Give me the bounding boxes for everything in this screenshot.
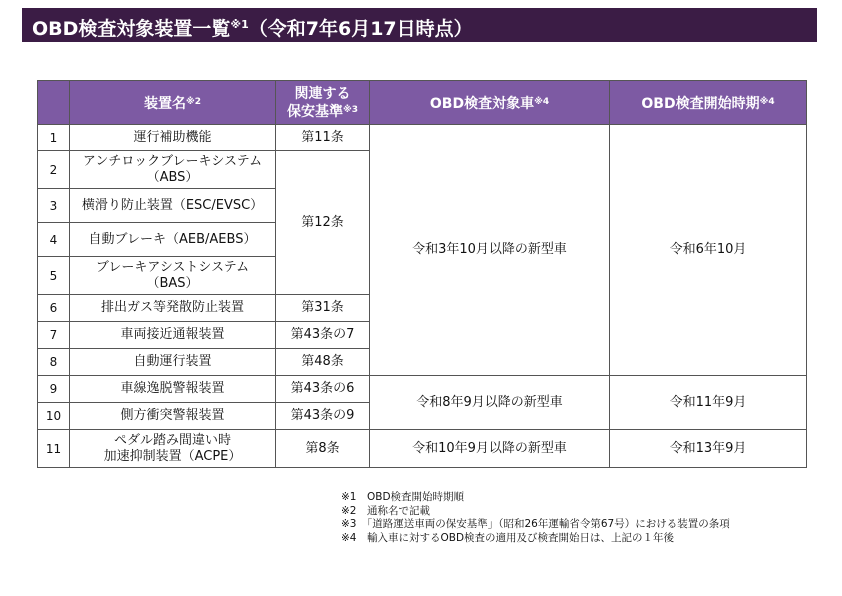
title-note-mark: ※1 bbox=[230, 18, 249, 31]
table-row bbox=[38, 430, 807, 468]
row-number: 6 bbox=[38, 295, 70, 322]
device-name: 車線逸脱警報装置 bbox=[70, 376, 276, 403]
rule-cell: 第48条 bbox=[276, 349, 370, 376]
rule-cell: 第11条 bbox=[276, 125, 370, 151]
footnotes bbox=[341, 491, 730, 545]
rule-cell: 第43条の6 bbox=[276, 376, 370, 403]
device-name: ブレーキアシストシステム （BAS） bbox=[70, 257, 276, 295]
row-number: 11 bbox=[38, 430, 70, 468]
row-number: 9 bbox=[38, 376, 70, 403]
table-header-row bbox=[38, 81, 807, 125]
header-target: OBD検査対象車$^{※4}$ bbox=[370, 81, 610, 125]
footnote: ※2 通称名で記載 bbox=[341, 504, 430, 517]
target-cell-group2: 令和8年9月以降の新型車 bbox=[370, 376, 610, 430]
row-number: 2 bbox=[38, 151, 70, 189]
device-name: 運行補助機能 bbox=[70, 125, 276, 151]
page-title bbox=[22, 8, 817, 42]
row-number: 3 bbox=[38, 189, 70, 223]
device-name: 車両接近通報装置 bbox=[70, 322, 276, 349]
header-target-note-mark: ※4 bbox=[534, 96, 550, 107]
row-number: 4 bbox=[38, 223, 70, 257]
device-name: 自動ブレーキ（AEB/AEBS） bbox=[70, 223, 276, 257]
header-device-note-mark: ※2 bbox=[185, 96, 201, 107]
rule-cell: 第31条 bbox=[276, 295, 370, 322]
device-name: アンチロックブレーキシステム （ABS） bbox=[70, 151, 276, 189]
device-name: 側方衝突警報装置 bbox=[70, 403, 276, 430]
rule-cell: 第43条の7 bbox=[276, 322, 370, 349]
row-number: 1 bbox=[38, 125, 70, 151]
rule-cell: 第12条 bbox=[276, 151, 370, 295]
device-name: 横滑り防止装置（ESC/EVSC） bbox=[70, 189, 276, 223]
header-no bbox=[38, 81, 70, 125]
header-device: 装置名$^{※2}$ bbox=[70, 81, 276, 125]
row-number: 10 bbox=[38, 403, 70, 430]
header-rule: 関連する 保安基準$^{※3}$ bbox=[276, 81, 370, 125]
row-number: 8 bbox=[38, 349, 70, 376]
device-name: ペダル踏み間違い時 加速抑制装置（ACPE） bbox=[70, 430, 276, 468]
start-cell-group2: 令和11年9月 bbox=[610, 376, 807, 430]
footnote: ※3 「道路運送車両の保安基準」（昭和26年運輸省令第67号）における装置の条項 bbox=[341, 518, 730, 531]
start-cell-group3: 令和13年9月 bbox=[610, 430, 807, 468]
obd-device-table bbox=[37, 80, 807, 468]
row-number: 5 bbox=[38, 257, 70, 295]
start-cell-group1: 令和6年10月 bbox=[610, 125, 807, 376]
title-main: OBD検査対象装置一覧 bbox=[32, 18, 231, 40]
rule-cell: 第43条の9 bbox=[276, 403, 370, 430]
table-row bbox=[38, 125, 807, 151]
rule-cell: 第8条 bbox=[276, 430, 370, 468]
device-name: 自動運行装置 bbox=[70, 349, 276, 376]
device-name: 排出ガス等発散防止装置 bbox=[70, 295, 276, 322]
target-cell-group3: 令和10年9月以降の新型車 bbox=[370, 430, 610, 468]
table-row bbox=[38, 376, 807, 403]
row-number: 7 bbox=[38, 322, 70, 349]
header-start-note-mark: ※4 bbox=[759, 96, 775, 107]
footnote: ※4 輸入車に対するOBD検査の適用及び検査開始日は、上記の１年後 bbox=[341, 531, 675, 544]
header-start: OBD検査開始時期$^{※4}$ bbox=[610, 81, 807, 125]
title-date: （令和7年6月17日時点） bbox=[248, 18, 473, 40]
footnote: ※1 OBD検査開始時期順 bbox=[341, 491, 465, 503]
header-rule-note-mark: ※3 bbox=[342, 104, 358, 115]
target-cell-group1: 令和3年10月以降の新型車 bbox=[370, 125, 610, 376]
